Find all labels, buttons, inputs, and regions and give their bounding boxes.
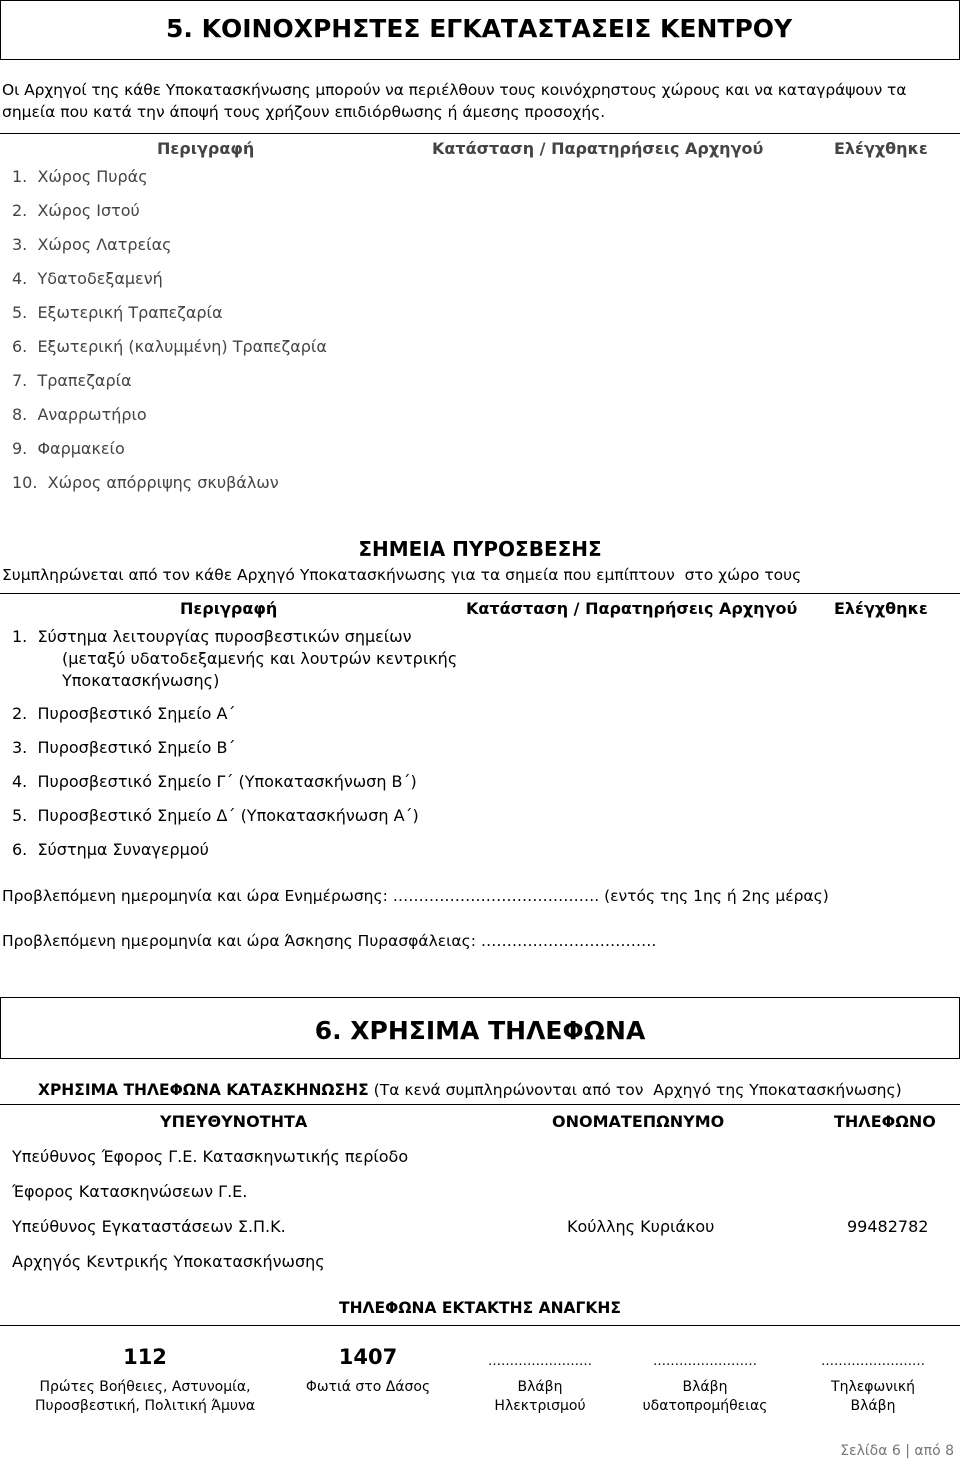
fire-table-top-rule [0,593,960,594]
section5-item: 6. Εξωτερική (καλυμμένη) Τραπεζαρία [12,337,327,356]
emergency-desc: Βλάβη [517,1379,563,1395]
section5-title: 5. ΚΟΙΝΟΧΡΗΣΤΕΣ ΕΓΚΑΤΑΣΤΑΣΕΙΣ ΚΕΝΤΡΟΥ [166,14,793,43]
emergency-desc: Τηλεφωνική [831,1379,915,1395]
fire-points-intro: Συμπληρώνεται από τον κάθε Αρχηγό Υποκατασκήνωσης για τα σημεία που εμπίπτουν στο χώρο τους [2,566,802,584]
section5-item: 7. Τραπεζαρία [12,371,132,390]
fire-item: 4. Πυροσβεστικό Σημείο Γ΄ (Υποκατασκήνωση Β΄) [12,772,417,791]
section5-table-top-rule [0,133,960,134]
emergency-title: ΤΗΛΕΦΩΝΑ ΕΚΤΑΚΤΗΣ ΑΝΑΓΚΗΣ [339,1299,621,1317]
briefing-date-line: Προβλεπόμενη ημερομηνία και ώρα Ενημέρωσης: …………………………………. (εντός της 1ης ή 2ης μέρας) [2,887,829,905]
emergency-desc: Πυροσβεστική, Πολιτική Άμυνα [34,1398,256,1414]
section6-subtitle [38,1081,902,1099]
section5-header-description: Περιγραφή [157,139,255,158]
emergency-desc: Ηλεκτρισμού [494,1398,586,1414]
phones-header-phone: ΤΗΛΕΦΩΝΟ [834,1112,936,1131]
section6-title: 6. ΧΡΗΣΙΜΑ ΤΗΛΕΦΩΝΑ [314,1016,646,1045]
fire-item-continued: (μεταξύ υδατοδεξαμενής και λουτρών κεντρικής [62,649,458,668]
fire-item: 1. Σύστημα λειτουργίας πυροσβεστικών σημείων [12,627,412,646]
phones-header-name: ΟΝΟΜΑΤΕΠΩΝΥΜΟ [552,1112,725,1131]
section5-intro-line1: Οι Αρχηγοί της κάθε Υποκατασκήνωσης μπορούν να περιέλθουν τους κοινόχρηστους χώρους και να καταγράψουν τα [2,81,907,99]
emergency-table-top-rule [0,1325,960,1326]
emergency-desc: Βλάβη [850,1398,896,1414]
section5-intro-line2: σημεία που κατά την άποψή τους χρήζουν επιδιόρθωσης ή άμεσης προσοχής. [2,103,606,121]
emergency-desc: Φωτιά στο Δάσος [305,1379,431,1395]
section6-subtitle-rest: (Τα κενά συμπληρώνονται από τον Αρχηγό της Υποκατασκήνωσης) [368,1081,902,1099]
drill-date-line: Προβλεπόμενη ημερομηνία και ώρα Άσκησης Πυρασφάλειας: ……………………………. [2,932,657,950]
section5-header-checked: Ελέγχθηκε [834,139,928,158]
fire-header-status: Κατάσταση / Παρατηρήσεις Αρχηγού [466,599,798,618]
fire-item-continued: Υποκατασκήνωσης) [62,671,220,690]
section5-item: 4. Υδατοδεξαμενή [12,269,163,288]
emergency-number: 1407 [338,1345,398,1369]
section5-item: 1. Χώρος Πυράς [12,167,148,186]
fire-header-checked: Ελέγχθηκε [834,599,928,618]
phones-row-name: Κούλλης Κυριάκου [567,1217,715,1236]
emergency-desc: υδατοπρομήθειας [642,1398,768,1414]
phones-row-role: Έφορος Κατασκηνώσεων Γ.Ε. [12,1182,248,1201]
section5-item: 3. Χώρος Λατρείας [12,235,172,254]
phones-table-top-rule [0,1104,960,1105]
phones-row-role: Υπεύθυνος Εγκαταστάσεων Σ.Π.Κ. [12,1217,286,1236]
fire-item: 6. Σύστημα Συναγερμού [12,840,209,859]
section6-subtitle-bold: ΧΡΗΣΙΜΑ ΤΗΛΕΦΩΝΑ ΚΑΤΑΣΚΗΝΩΣΗΣ [38,1081,369,1099]
emergency-blank-number: …………………… [653,1354,757,1369]
phones-header-responsibility: ΥΠΕΥΘΥΝΟΤΗΤΑ [160,1112,308,1131]
section5-item: 9. Φαρμακείο [12,439,125,458]
fire-points-title: ΣΗΜΕΙΑ ΠΥΡΟΣΒΕΣΗΣ [358,537,602,561]
section5-item: 10. Χώρος απόρριψης σκυβάλων [12,473,279,492]
fire-header-description: Περιγραφή [180,599,278,618]
fire-item: 3. Πυροσβεστικό Σημείο Β΄ [12,738,236,757]
section5-item: 5. Εξωτερική Τραπεζαρία [12,303,223,322]
emergency-number: 112 [123,1345,167,1369]
section5-item: 8. Αναρρωτήριο [12,405,147,424]
emergency-desc: Πρώτες Βοήθειες, Αστυνομία, [39,1379,251,1395]
fire-item: 5. Πυροσβεστικό Σημείο Δ΄ (Υποκατασκήνωση Α΄) [12,806,419,825]
emergency-desc: Βλάβη [682,1379,728,1395]
phones-row-role: Αρχηγός Κεντρικής Υποκατασκήνωσης [12,1252,325,1271]
fire-item: 2. Πυροσβεστικό Σημείο Α΄ [12,704,236,723]
section5-header-status: Κατάσταση / Παρατηρήσεις Αρχηγού [432,139,764,158]
emergency-blank-number: …………………… [488,1354,592,1369]
phones-row-phone: 99482782 [847,1217,929,1236]
phones-row-role: Υπεύθυνος Έφορος Γ.Ε. Κατασκηνωτικής περίοδο [12,1147,409,1166]
page-number: Σελίδα 6 | από 8 [840,1443,954,1459]
section5-item: 2. Χώρος Ιστού [12,201,140,220]
emergency-blank-number: …………………… [821,1354,925,1369]
